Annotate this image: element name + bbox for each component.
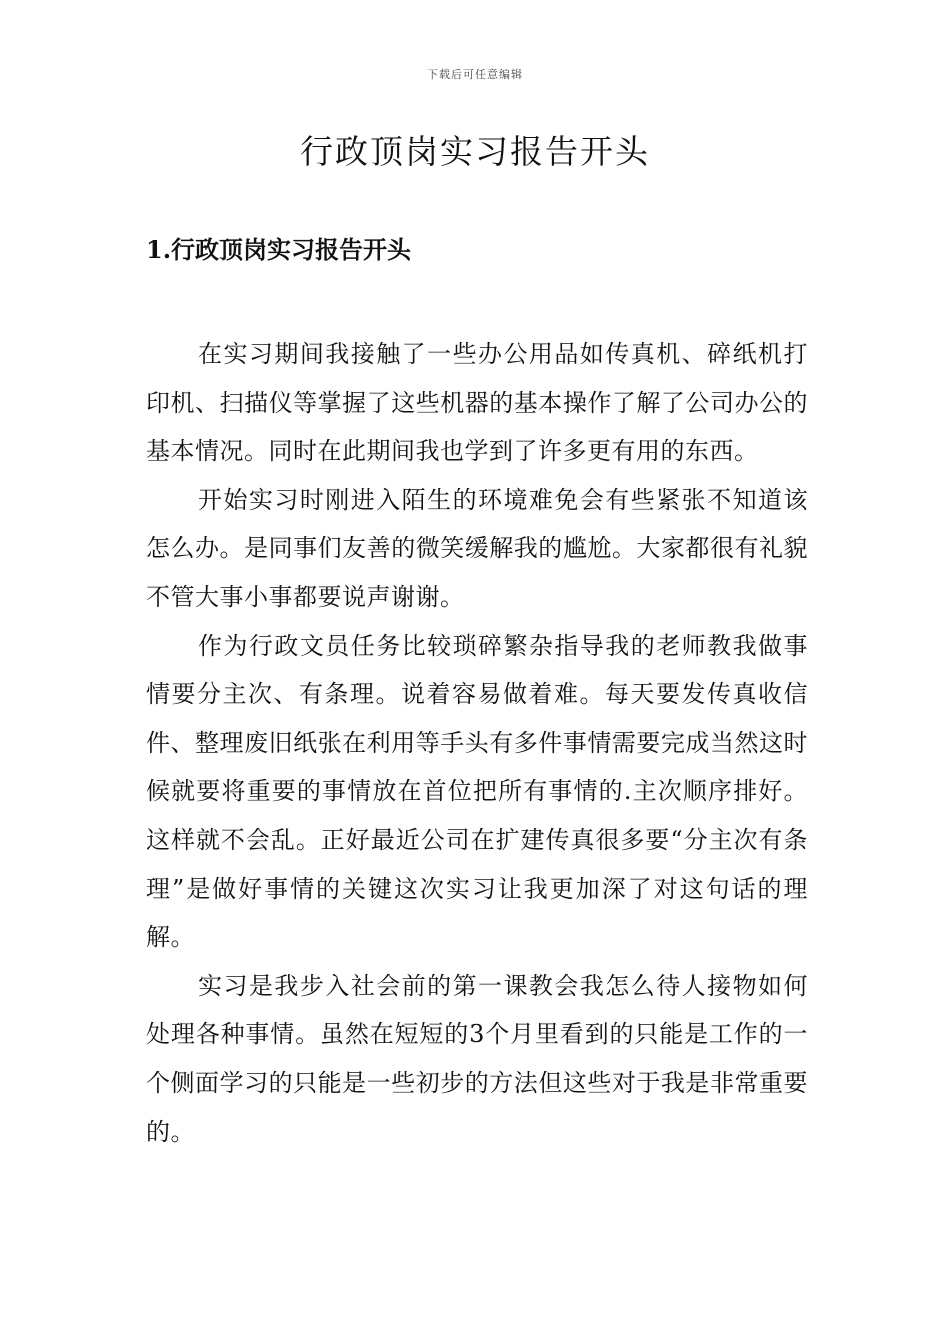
body-text xyxy=(146,330,808,1156)
document-title: 行政顶岗实习报告开头 xyxy=(300,132,650,171)
paragraph-2: 开始实习时刚进入陌生的环境难免会有些紧张不知道该怎么办。是同事们友善的微笑缓解我的尴尬。大家都很有礼貌不管大事小事都要说声谢谢。 xyxy=(146,485,808,611)
header-note: 下载后可任意编辑 xyxy=(427,68,523,81)
paragraph-4: 实习是我步入社会前的第一课教会我怎么待人接物如何处理各种事情。虽然在短短的3个月里看到的只能是工作的一个侧面学习的只能是一些初步的方法但这些对于我是非常重要的。 xyxy=(146,971,808,1146)
paragraph-1: 在实习期间我接触了一些办公用品如传真机、碎纸机打印机、扫描仪等掌握了这些机器的基本操作了解了公司办公的基本情况。同时在此期间我也学到了许多更有用的东西。 xyxy=(146,340,808,466)
paragraph-3: 作为行政文员任务比较琐碎繁杂指导我的老师教我做事情要分主次、有条理。说着容易做着难。每天要发传真收信件、整理废旧纸张在利用等手头有多件事情需要完成当然这时候就要将重要的事情放在首位把所有事情的.主次顺序排好。这样就不会乱。正好最近公司在扩建传真很多要“分主次有条理”是做好事情的关键这次实习让我更加深了对这句话的理解。 xyxy=(146,631,808,952)
section-heading: 1.行政顶岗实习报告开头 xyxy=(146,235,412,264)
